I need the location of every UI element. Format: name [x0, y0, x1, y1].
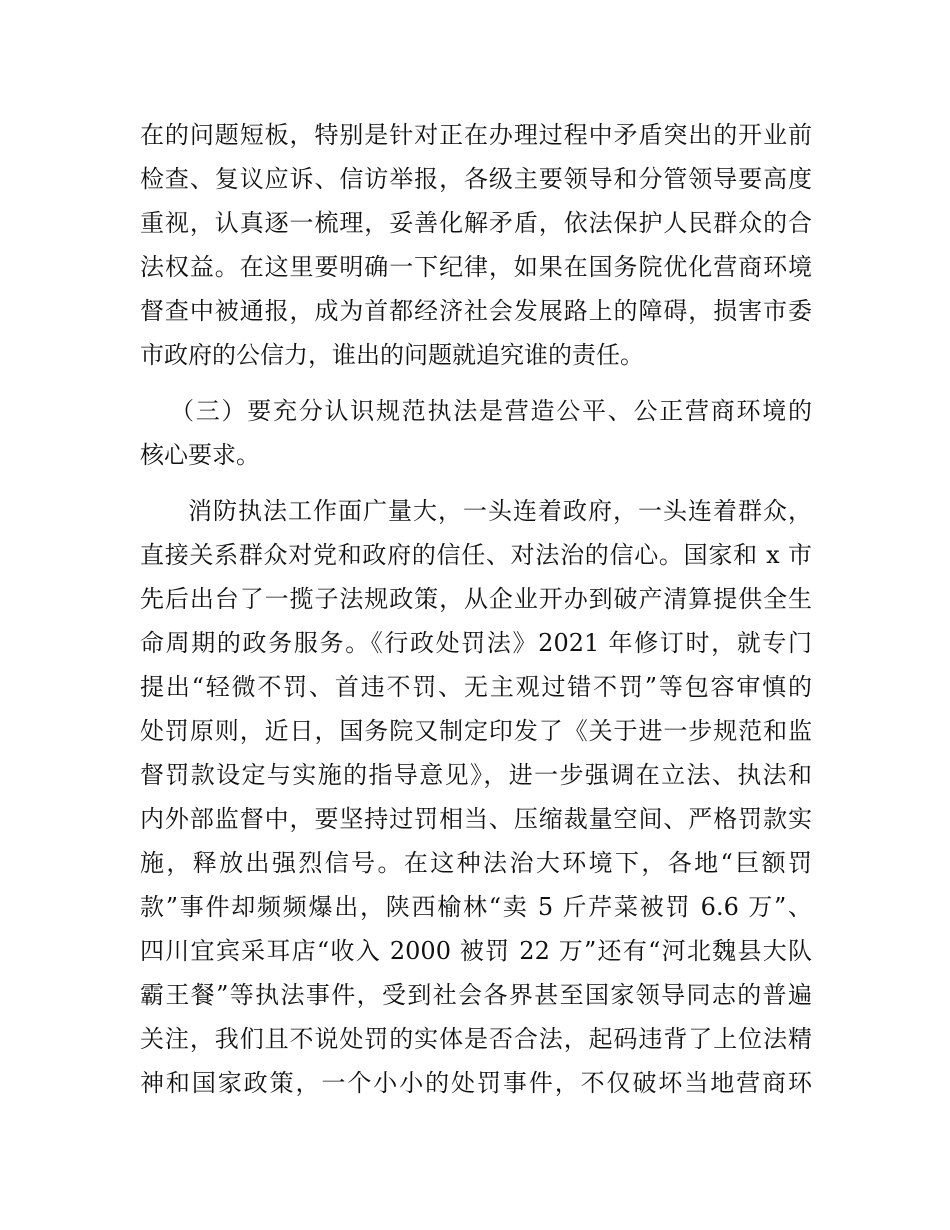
text-line: 重视，认真逐一梳理，妥善化解矛盾，依法保护人民群众的合: [140, 209, 812, 237]
text-line: 法权益。在这里要明确一下纪律，如果在国务院优化营商环境: [140, 253, 812, 281]
paragraph-gap: [140, 377, 812, 389]
text-line: 内外部监督中，要坚持过罚相当、压缩裁量空间、严格罚款实: [140, 805, 812, 833]
paragraph-gap: [140, 477, 812, 489]
text-line: 消防执法工作面广量大，一头连着政府，一头连着群众，: [188, 497, 812, 525]
text-line: 神和国家政策，一个小小的处罚事件，不仅破坏当地营商环: [140, 1069, 812, 1097]
text-line: 市政府的公信力，谁出的问题就追究谁的责任。: [140, 341, 644, 369]
paragraph-2-heading: [140, 389, 812, 477]
section-heading-line: 核心要求。: [140, 441, 260, 469]
text-line: 关注，我们且不说处罚的实体是否合法，起码违背了上位法精: [140, 1025, 812, 1053]
text-line: 先后出台了一揽子法规政策，从企业开办到破产清算提供全生: [140, 585, 812, 613]
text-line: 霸王餐”等执法事件，受到社会各界甚至国家领导同志的普遍: [140, 981, 812, 1009]
text-line: 施，释放出强烈信号。在这种法治大环境下，各地“巨额罚: [140, 849, 812, 877]
text-line: 四川宜宾采耳店“收入 2000 被罚 22 万”还有“河北魏县大队: [140, 937, 812, 965]
text-line: 检查、复议应诉、信访举报，各级主要领导和分管领导要高度: [140, 165, 812, 193]
text-line: 提出“轻微不罚、首违不罚、无主观过错不罚”等包容审慎的: [140, 673, 812, 701]
text-line: 处罚原则，近日，国务院又制定印发了《关于进一步规范和监: [140, 717, 812, 745]
text-line: 督查中被通报，成为首都经济社会发展路上的障碍，损害市委: [140, 297, 812, 325]
paragraph-1: [140, 113, 812, 377]
text-line: 在的问题短板，特别是针对正在办理过程中矛盾突出的开业前: [140, 121, 812, 149]
text-line: 直接关系群众对党和政府的信任、对法治的信心。国家和 x 市: [140, 541, 812, 569]
document-body: [140, 113, 812, 1105]
text-line: 督罚款设定与实施的指导意见》，进一步强调在立法、执法和: [140, 761, 812, 789]
text-line: 款”事件却频频爆出，陕西榆林“卖 5 斤芹菜被罚 6.6 万”、: [140, 893, 812, 921]
text-line: 命周期的政务服务。《行政处罚法》2021 年修订时，就专门: [140, 629, 812, 657]
section-heading-line: （三）要充分认识规范执法是营造公平、公正营商环境的: [170, 397, 812, 425]
paragraph-3: [140, 489, 812, 1105]
